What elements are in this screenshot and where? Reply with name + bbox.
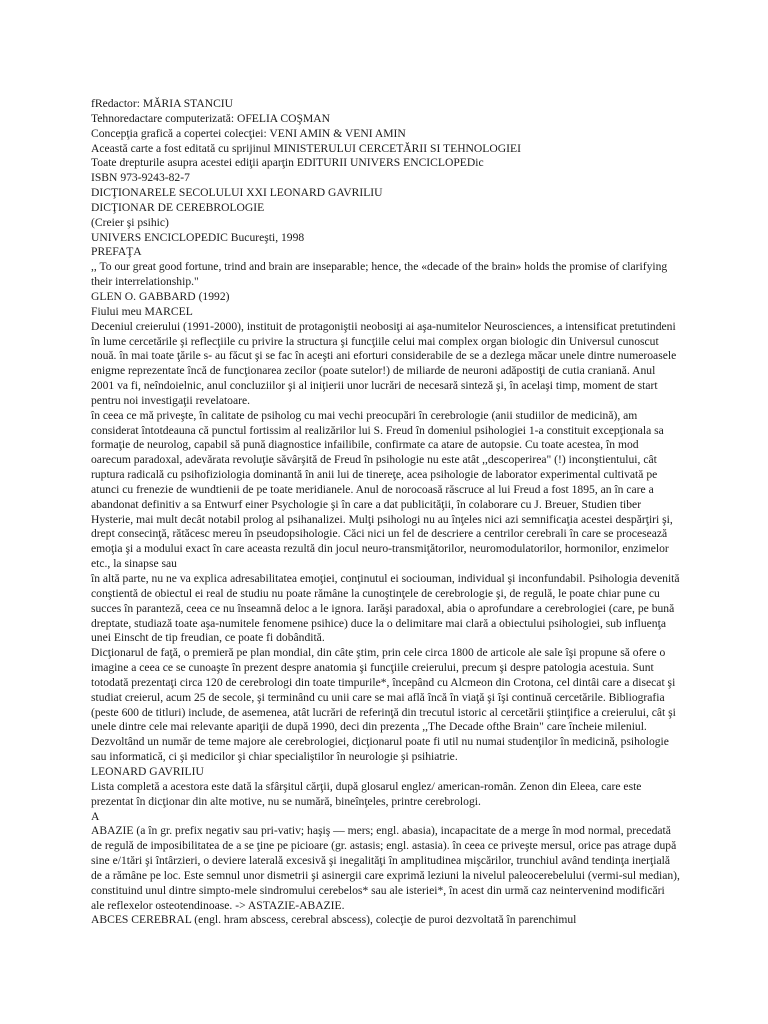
preface-paragraph: în altă parte, nu ne va explica adresabilitatea emoţiei, conţinutul ei sociouman, individual şi inconfundabil. Psihologia devenită conştientă de obiectul ei real de studiu nu poate rămâne la cunoştinţele de cerebrologie şi, de regulă, le poate chiar pune cu succes în paranteză, ceea ce nu înseamnă deloc a le ignora. Iarăşi paradoxal, abia o aprofundare a cerebrologiei (care, pe bună dreptate, studiază toate aşa-numitele fenomene psihice) duce la o delimitare mai clară a obiectului psihologiei, sub influenţa unei Einscht de tip freudian, ce poate fi dobândită. (91, 572, 680, 645)
epigraph-quote: ,, To our great good fortune, trind and brain are inseparable; hence, the «decade of the brain» holds the promise of clarifying their interrelationship." (91, 260, 668, 289)
publisher-line: UNIVERS ENCICLOPEDIC Bucureşti, 1998 (91, 230, 305, 244)
epigraph-author: GLEN O. GABBARD (1992) (91, 289, 230, 303)
preface-signature: LEONARD GAVRILIU (91, 764, 204, 778)
dictionary-entry-abces-cerebral: ABCES CEREBRAL (engl. hram abscess, cerebral abscess), colecţie de puroi dezvoltată în parenchimul (91, 913, 577, 927)
dedication: Fiului meu MARCEL (91, 304, 193, 318)
credit-line-sponsor: Această carte a fost editată cu sprijinul MINISTERULUI CERCETĂRII SI TEHNOLOGIEI (91, 141, 521, 155)
dictionary-entry-abazie: ABAZIE (a în gr. prefix negativ sau pri-vativ; haşiş — mers; engl. abasia), incapacitate de a merge în mod normal, precedată de regulă de imposibilitatea de a se ţine pe picioare (gr. astasis; engl. astasia). în ceea ce priveşte mersul, orice pas atrage după sine e/1tări şi întârzieri, o deviere laterală excesivă şi inegalităţi în amplitudinea mişcărilor, trunchiul având tendinţa inerţială de a rămâne pe loc. Este semnul unor dismetrii şi asinergii care exprimă leziuni la nivelul paleocerebelului (vermi-sul median), constituind unul dintre simpto-mele sindromului cerebelos* sau ale isteriei*, în acest din urmă caz neintervenind modificări ale reflexelor osteotendinoase. -> ASTAZIE-ABAZIE. (91, 824, 680, 912)
isbn-line: ISBN 973-9243-82-7 (91, 171, 190, 185)
credit-line-editor: fRedactor: MĂRIA STANCIU (91, 97, 234, 110)
letter-section-heading: A (91, 809, 100, 823)
series-line: DICŢIONARELE SECOLULUI XXI LEONARD GAVRILIU (91, 186, 383, 200)
document-page (91, 97, 681, 928)
book-subtitle: (Creier şi psihic) (91, 215, 169, 229)
credit-line-typesetting: Tehnoredactare computerizată: OFELIA COŞMAN (91, 111, 331, 125)
preface-paragraph: Deceniul creierului (1991-2000), instituit de protagoniştii neobosiţi ai aşa-numitelor Neurosciences, a intensificat pretutindeni în lume cercetările şi reflecţiile cu privire la structura şi funcţiile celui mai complex organ biologic din Universul cunoscut nouă. în mai toate ţările s- au făcut şi se fac în aceşti ani eforturi considerabile de se a dezlega măcar unele dintre numeroasele enigme reprezentate încă de funcţionarea zecilor (poate sutelor!) de miliarde de neuroni adăpostiţi de cutia craniană. Anul 2001 va fi, neîndoielnic, anul concluziilor şi al iniţierii unor lucrări de necesară sinteză şi, în acelaşi timp, moment de start pentru noi investigaţii revelatoare. (91, 319, 677, 407)
preface-paragraph: în ceea ce mă priveşte, în calitate de psiholog cu mai vechi preocupări în cerebrologie (anii studiilor de medicină), am considerat întotdeauna că punctul fortissim al realizărilor lui S. Freud în domeniul psihologiei 1-a constituit excepţionala sa formaţie de neurolog, capabil să pună diagnostice infailibile, confirmate ca atare de autopsie. Cu toate acestea, în mod oarecum paradoxal, adevărata revoluţie săvârşită de Freud în psihologie nu este atât ,,descoperirea" (!) inconştientului, cât ruptura radicală cu psihofiziologia dominantă în anii lui de tinereţe, acea psihologie de laborator experimental cultivată pe atunci cu frenezie de wundtienii de pe toate meridianele. Anul de norocoasă răscruce al lui Freud a fost 1895, an în care a abandonat definitiv a sa Entwurf einer Psychologie şi în care a dat publicităţii, în colaborare cu J. Breuer, Studien tiber Hysterie, mai mult decât notabil prolog al psihanalizei. Mulţi psihologi nu au înţeles nici azi semnificaţia acestei despărţiri şi, drept consecinţă, rătăcesc mereu în pseudopsihologie. Căci nici un fel de descriere a centrilor cerebrali în care se procesează emoţia şi a modului exact în care aceasta rezultă din jocul neuro-transmiţătorilor, neuromodulatorilor, hormonilor, enzimelor etc., la sinapse sau (91, 408, 673, 571)
footnote-paragraph: Lista completă a acestora este dată la sfârşitul cărţii, după glosarul englez/ american-român. Zenon din Eleea, care este prezentat în dicţionar din alte motive, nu se numără, bineînţeles, printre cerebrologi. (91, 779, 642, 808)
credit-line-rights: Toate drepturile asupra acestei ediţii aparţin EDITURII UNIVERS ENCICLOPEDic (91, 156, 484, 170)
credit-line-cover-design: Concepţia grafică a copertei colecţiei: VENI AMIN & VENI AMIN (91, 126, 406, 140)
book-title: DICŢIONAR DE CEREBROLOGIE (91, 200, 265, 214)
section-heading-preface: PREFAŢA (91, 245, 142, 259)
preface-paragraph: Dicţionarul de faţă, o premieră pe plan mondial, din câte ştim, prin cele circa 1800 de articole ale sale îşi propune să ofere o imagine a ceea ce se cunoaşte în prezent despre anatomia şi funcţiile creierului, precum şi despre patologia acestuia. Sunt totodată prezentaţi circa 120 de cerebrologi din toate timpurile*, începând cu Alcmeon din Crotona, cel dintâi care a disecat şi studiat creierul, acum 25 de secole, şi terminând cu unii care se mai află încă în viaţă şi îşi continuă cercetările. Bibliografia (peste 600 de titluri) include, de asemenea, atât lucrări de referinţă din trecutul istoric al cercetării ştiinţifice a creierului, cât şi unele dintre cele mai relevante apariţii de după 1990, deci din prezenta ,,The Decade ofthe Brain" care încheie mileniul. Dezvoltând un număr de teme majore ale cerebrologiei, dicţionarul poate fi util nu numai studenţilor în medicină, psihologie sau informatică, ci şi medicilor şi chiar specialiştilor în neurologie şi psihiatrie. (91, 646, 676, 764)
